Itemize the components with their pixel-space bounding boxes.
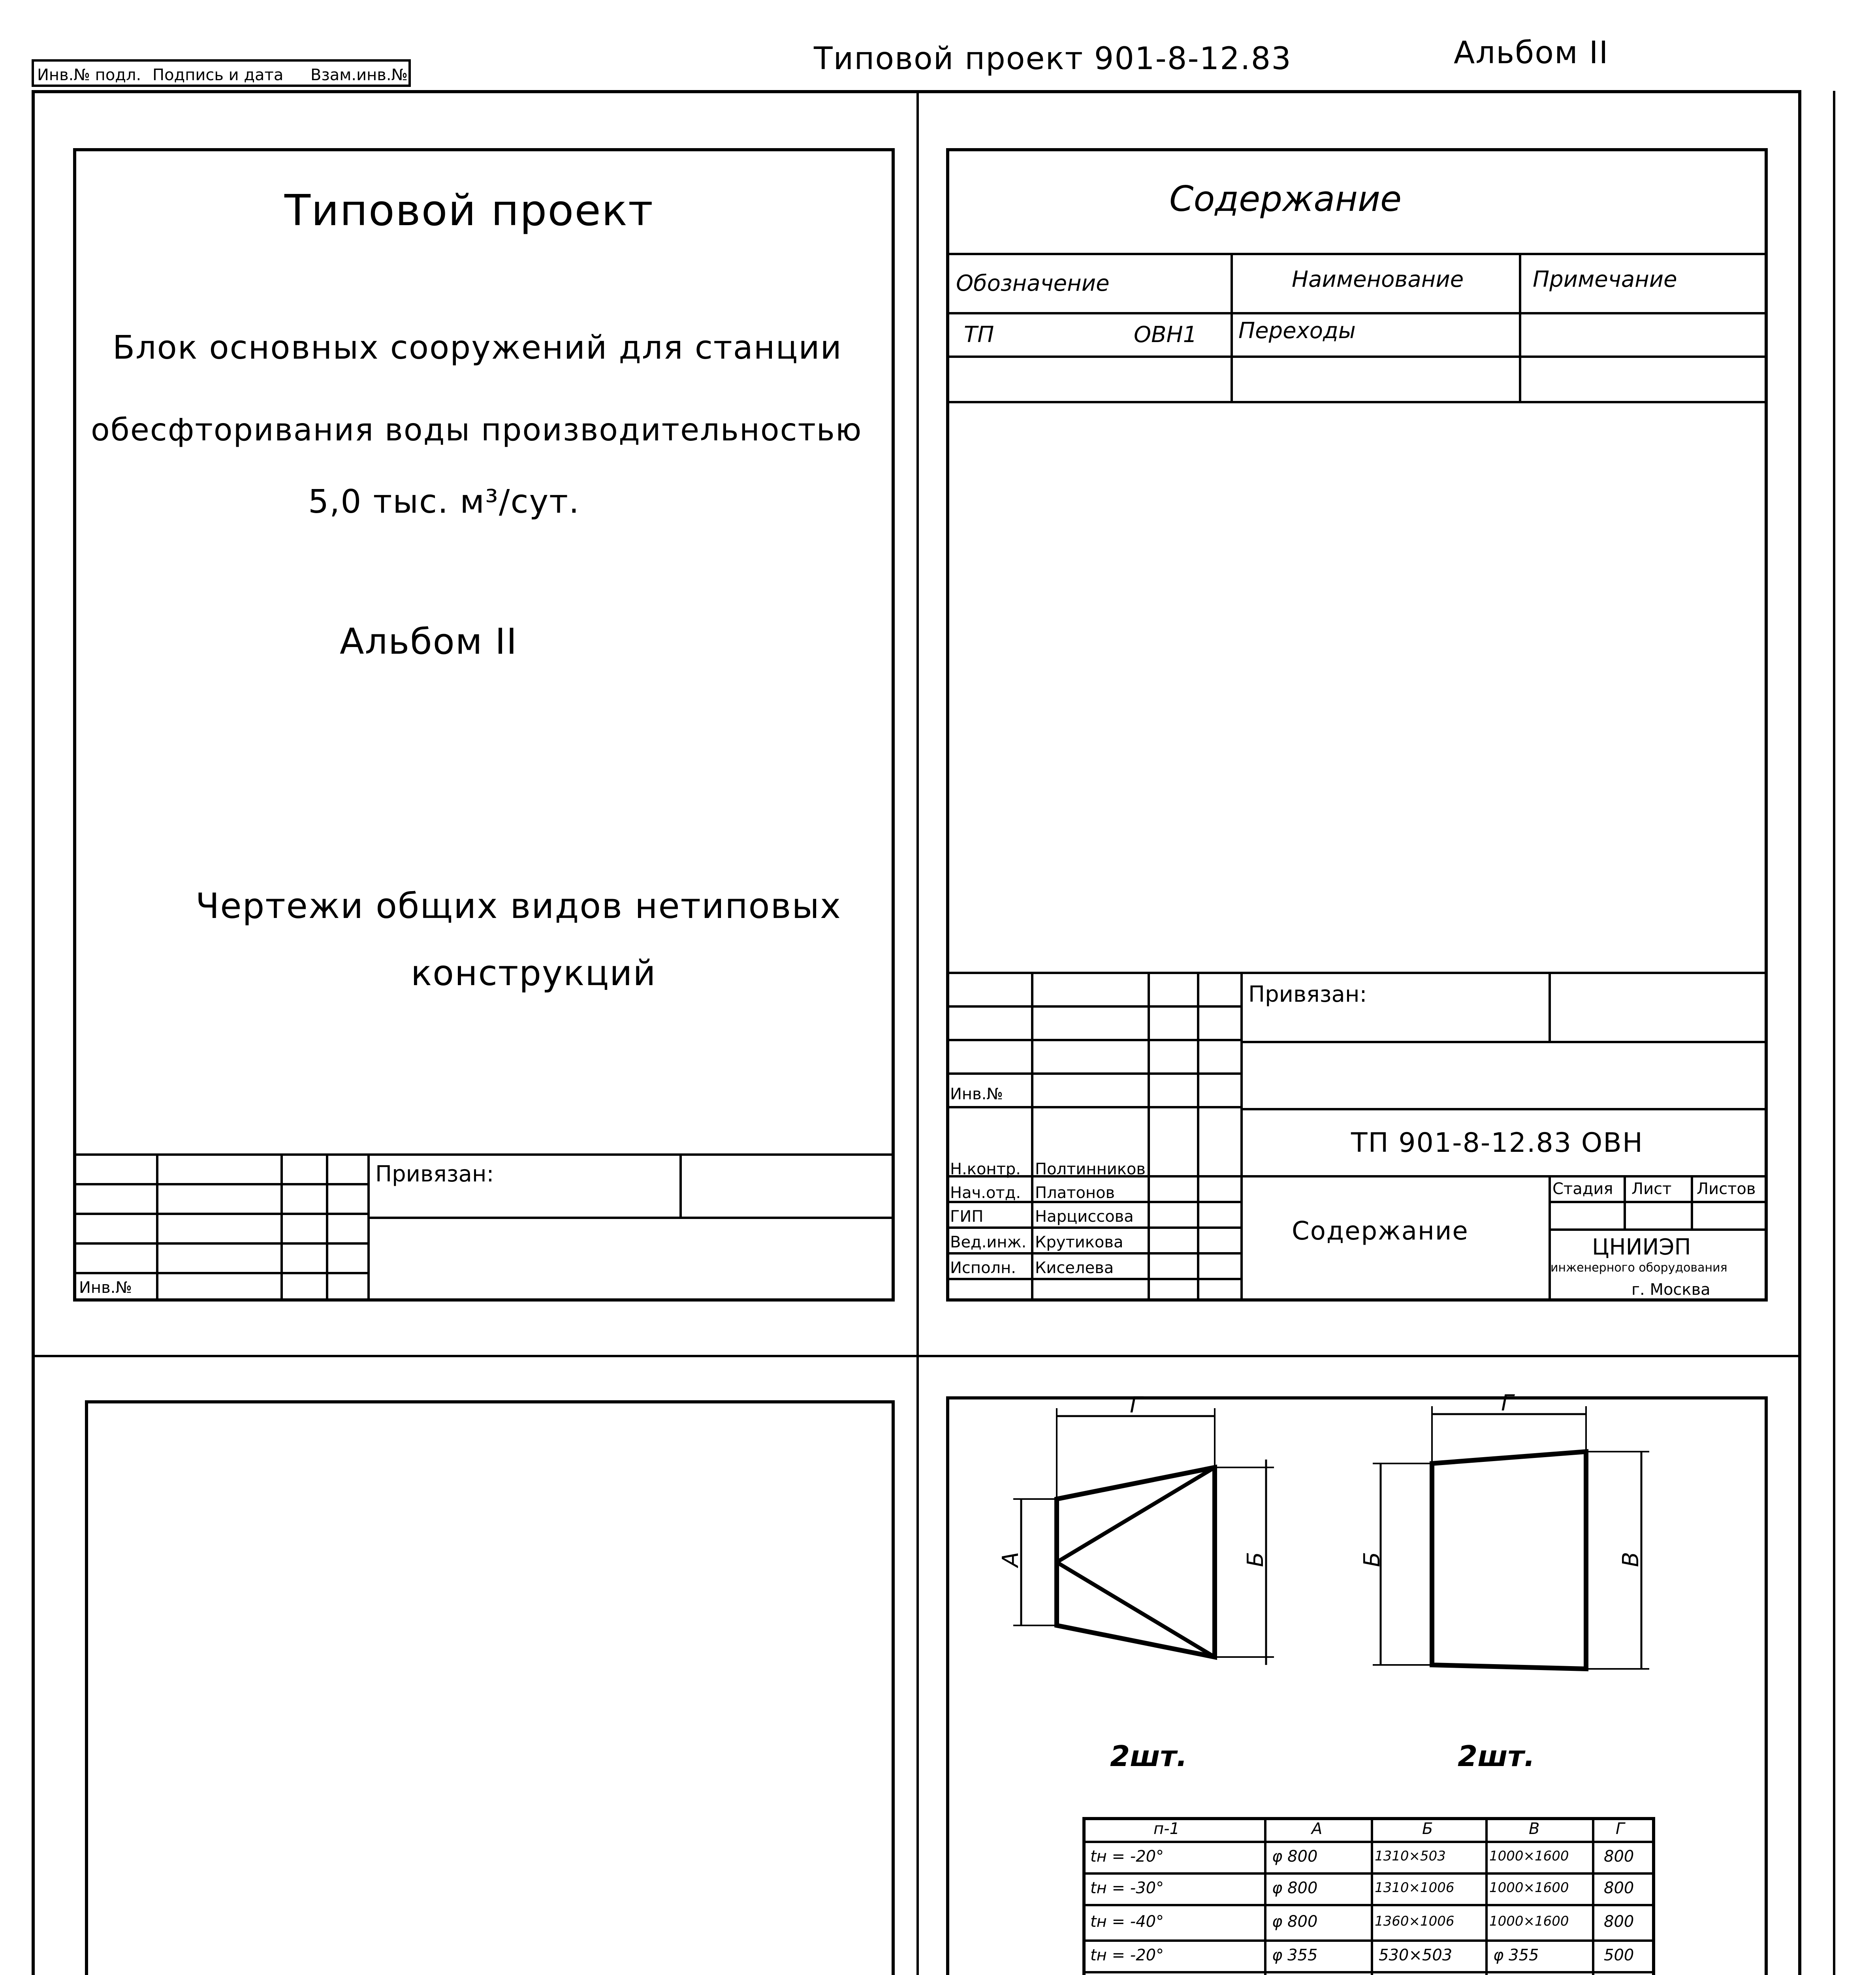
td-1-1: tн = -20° [1090, 1847, 1164, 1866]
td-3-1: tн = -40° [1090, 1913, 1164, 1931]
contents-sig-h4 [946, 1106, 1240, 1108]
contents-col-v1 [1231, 253, 1233, 401]
frame-horizontal-divider [32, 1355, 1801, 1357]
contents-stage-label: Стадия [1552, 1180, 1613, 1198]
contents-sheets-label: Листов [1697, 1180, 1756, 1198]
td-2-4: 1000×1600 [1489, 1880, 1569, 1896]
td-4-2: φ 355 [1272, 1946, 1318, 1964]
title-section1: Чертежи общих видов нетиповых [196, 886, 841, 926]
fig1-outline [1057, 1467, 1215, 1657]
th-g: Г [1616, 1820, 1625, 1838]
contents-row-code: ТП [964, 322, 994, 348]
contents-row-mark: ОВН1 [1134, 322, 1197, 348]
contents-tb-v-org [1549, 1175, 1551, 1302]
title-inv: Инв.№ [79, 1279, 132, 1297]
contents-sig-h8 [946, 1278, 1240, 1280]
title-grid-h4 [73, 1272, 367, 1274]
title-line1: Блок основных сооружений для станции [113, 329, 842, 367]
fig2-dim-b: Б [1359, 1552, 1385, 1567]
contents-sig-h3 [946, 1072, 1240, 1075]
td-4-5: 500 [1604, 1946, 1634, 1964]
contents-sig-h2 [946, 1039, 1240, 1041]
title-bind-top [73, 1153, 895, 1156]
contents-col-v2 [1519, 253, 1521, 401]
contents-org1: ЦНИИЭП [1592, 1234, 1691, 1260]
td-2-1: tн = -30° [1090, 1879, 1164, 1897]
contents-sig-h6 [946, 1226, 1240, 1229]
contents-sheet-label: Лист [1631, 1180, 1672, 1198]
contents-signer-name-5: Киселева [1035, 1259, 1114, 1277]
title-bind-mid [367, 1217, 895, 1219]
contents-signer-role-1: Н.контр. [950, 1160, 1021, 1178]
contents-col-name: Наименование [1292, 267, 1464, 292]
contents-org3: г. Москва [1631, 1281, 1710, 1299]
td-1-3: 1310×503 [1375, 1848, 1446, 1864]
title-bound: Привязан: [375, 1161, 494, 1187]
contents-signer-role-5: Исполн. [950, 1259, 1016, 1277]
td-2-2: φ 800 [1272, 1879, 1318, 1897]
title-capacity: 5,0 тыс. м³/сут. [308, 483, 580, 521]
contents-tb-stage-line [1549, 1201, 1768, 1203]
title-grid-v3 [326, 1153, 328, 1302]
contents-bound: Привязан: [1248, 982, 1367, 1007]
dims-table-h2 [1082, 1872, 1655, 1875]
contents-row2-line [946, 401, 1768, 403]
td-3-2: φ 800 [1272, 1913, 1318, 1931]
contents-title: Содержание [1169, 179, 1402, 219]
contents-tb-code-top [1240, 1108, 1768, 1110]
td-1-2: φ 800 [1272, 1847, 1318, 1866]
contents-row1-line [946, 356, 1768, 358]
contents-signer-name-4: Крутикова [1035, 1233, 1123, 1251]
td-4-4: φ 355 [1493, 1946, 1539, 1964]
td-1-4: 1000×1600 [1489, 1848, 1569, 1864]
td-4-3: 530×503 [1379, 1946, 1453, 1964]
contents-tb-stage-v1 [1624, 1175, 1626, 1228]
fig1-qty: 2шт. [1110, 1740, 1187, 1773]
strip-sign: Подпись и дата [152, 66, 284, 84]
fig2-qty: 2шт. [1458, 1740, 1535, 1773]
title-heading: Типовой проект [284, 186, 654, 235]
title-grid-h2 [73, 1213, 367, 1215]
contents-col-designation: Обозначение [956, 271, 1110, 296]
contents-tb-stage-v2 [1691, 1175, 1693, 1228]
contents-signer-name-2: Платонов [1035, 1184, 1115, 1202]
right-edge-rule [1833, 91, 1835, 1975]
th-a: А [1312, 1820, 1323, 1838]
td-2-5: 800 [1604, 1879, 1634, 1897]
title-grid-v2 [280, 1153, 283, 1302]
title-section2: конструкций [411, 953, 657, 993]
td-4-1: tн = -20° [1090, 1946, 1164, 1964]
fig2-outline [1432, 1452, 1586, 1669]
title-bind-v1 [367, 1153, 370, 1302]
contents-header-line [946, 312, 1768, 314]
header-project: Типовой проект 901-8-12.83 [814, 41, 1292, 77]
title-grid-h3 [73, 1242, 367, 1245]
title-grid-v1 [156, 1153, 158, 1302]
dims-table-v3 [1485, 1817, 1488, 1975]
title-bind-v2 [679, 1153, 682, 1217]
contents-signer-name-3: Нарциссова [1035, 1208, 1134, 1226]
td-2-3: 1310×1006 [1375, 1880, 1455, 1896]
dims-table-v4 [1592, 1817, 1594, 1975]
td-3-3: 1360×1006 [1375, 1913, 1455, 1929]
fig2-dim-g: Г [1501, 1390, 1514, 1416]
fig1-dim-b: Б [1243, 1552, 1269, 1567]
title-page-frame [73, 148, 895, 1302]
fig1-dim-a: А [998, 1552, 1024, 1567]
contents-sig-h1 [946, 1005, 1240, 1008]
contents-signer-role-3: ГИП [950, 1208, 984, 1226]
strip-inv: Инв.№ подл. [37, 66, 141, 84]
contents-row-name: Переходы [1238, 318, 1356, 344]
transition-drawings [946, 1392, 1768, 1831]
contents-tb-v-bind [1549, 972, 1551, 1041]
contents-tb-stage-line2 [1549, 1228, 1768, 1231]
dims-table-h5 [1082, 1971, 1655, 1973]
contents-sheet-name: Содержание [1292, 1217, 1469, 1246]
dims-table-v2 [1371, 1817, 1373, 1975]
contents-title-line [946, 253, 1768, 255]
contents-tb-top [946, 972, 1768, 974]
contents-sig-h7 [946, 1252, 1240, 1255]
th-b: Б [1422, 1820, 1433, 1838]
contents-tb-v-main [1240, 972, 1243, 1302]
td-3-5: 800 [1604, 1913, 1634, 1931]
contents-signer-role-2: Нач.отд. [950, 1184, 1021, 1202]
th-p1: п-1 [1153, 1820, 1180, 1838]
contents-org2: инженерного оборудования [1550, 1261, 1727, 1275]
title-grid-h1 [73, 1183, 367, 1185]
contents-signer-role-4: Вед.инж. [950, 1233, 1027, 1251]
contents-tb-bind-line [1240, 1041, 1768, 1043]
header-album: Альбом II [1454, 35, 1609, 71]
fig2-dim-v: В [1618, 1552, 1644, 1567]
contents-signer-name-1: Полтинников [1035, 1160, 1146, 1178]
td-1-5: 800 [1604, 1847, 1634, 1866]
contents-doc-code: ТП 901-8-12.83 ОВН [1351, 1127, 1644, 1159]
dims-table-v1 [1264, 1817, 1266, 1975]
header-strip [32, 59, 411, 87]
contents-inv: Инв.№ [950, 1085, 1003, 1103]
strip-replace: Взам.инв.№ [310, 66, 408, 84]
dims-table-h3 [1082, 1904, 1655, 1906]
fig1-dim-g: Г [1130, 1392, 1142, 1418]
blank-sheet-frame [85, 1400, 895, 1975]
contents-col-note: Примечание [1533, 267, 1677, 292]
dims-table-h4 [1082, 1939, 1655, 1942]
title-line2: обесфторивания воды производительностью [91, 412, 862, 448]
frame-vertical-divider [916, 90, 919, 1975]
dims-table-h1 [1082, 1841, 1655, 1843]
th-v: В [1529, 1820, 1540, 1838]
title-album: Альбом II [340, 621, 518, 662]
td-3-4: 1000×1600 [1489, 1913, 1569, 1929]
